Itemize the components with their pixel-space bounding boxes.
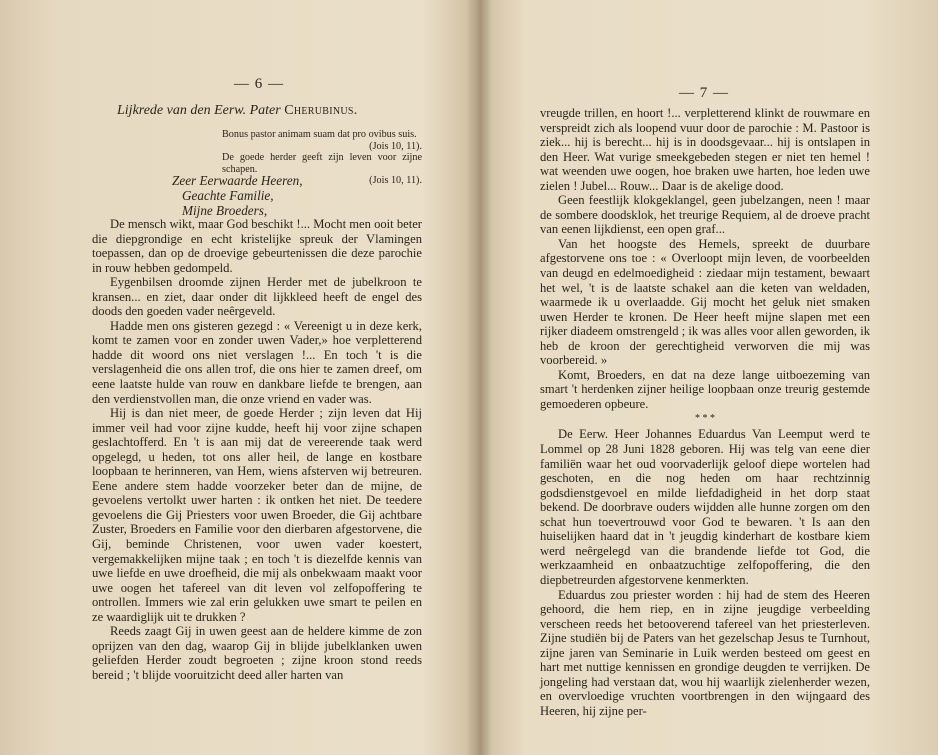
paragraph: Komt, Broeders, en dat na deze lange uitboezeming van smart 't herdenken zijner heilige loopbaan onze treurig gestemde gemoederen opbeure. — [540, 367, 870, 411]
salutation-line: Mijne Broeders, — [182, 202, 268, 218]
paragraph: Hij is dan niet meer, de goede Herder ; zijn leven dat Hij immer veil had voor zijne kudde, heeft hij voor zijne schapen geslachtofferd. En 't is aan mij dat de vereerende taak werd opgelegd, u heden, tot ons aller heil, de lange en kostbare loopbaan te herinneren, van Hem, wiens afsterven wij betreuren. Eene andere stem hadde voorzeker beter dan de mijne, de gevoelens vertolkt uwer harten : ik ontken het niet. De teedere gevoelens die Gij Priesters voor uwen Broeder, die Gij achtbare Zuster, Broeders en Familie voor den dierbaren afgestorvene, die Gij, beminde Christenen, voor uwen vader koestert, vergemakkelijken mijne taak ; en toch 't is diezelfde kennis van uwe liefde en uwe droefheid, die mij als onbekwaam maakt voor uwe oogen het tafereel van dit leven vol zelfopoffering te ontrollen. Immers wie zal erin gelukken uwe smart te peilen en ze waardiglijk uit te drukken ? — [92, 406, 422, 624]
sermon-title-name: Cherubinus. — [284, 103, 358, 118]
paragraph: Geen feestlijk klokgeklangel, geen jubelzangen, neen ! maar de sombere doodsklok, het treurige Requiem, al de droeve pracht van eenen lijkdienst, een open graf... — [540, 193, 870, 237]
motto-dutch-ref: (Jois 10, 11). — [369, 175, 422, 187]
section-separator: * * * — [695, 413, 715, 425]
salutation — [172, 174, 303, 218]
paragraph: Reeds zaagt Gij in uwen geest aan de heldere kimme de zon oprijzen van den dag, waarop Gij in blijde jubelklanken uwen geliefden Herder zoudt begroeten ; zijne kroon stond reeds bereid ; 't blijde vooruitzicht deed aller harten van — [92, 624, 422, 682]
paragraph: vreugde trillen, en hoort !... verpletterend klinkt de rouwmare en verspreidt zich als loopend vuur door de parochie : M. Pastoor is ziek... hij is berecht... hij is in doodsgevaar... hij is ontslapen in den Heer. Wat vurige smeekgebeden stegen er niet ten hemel ! wat weenden uwe oogen, hoe braken uwe harten, hoe leden uwe zielen ! Jubel... Rouw... Daar is de akelige dood. — [540, 106, 870, 193]
page-number-right: — 7 — — [679, 85, 729, 101]
page-number-left: — 6 — — [234, 76, 284, 92]
paragraph: De Eerw. Heer Johannes Eduardus Van Leemput werd te Lommel op 28 Juni 1828 geboren. Hij was telg van eene dier familiën waar het oud voorvaderlijk geloof diepe wortelen had geschoten, en die nog heden om haar rechtzinnig godsdienstgevoel en milde liefdadigheid in het dorp staat bekend. De doorbrave ouders wijdden alle hunne zorgen om den schat hun toevertrouwd voor God te bewaren. 't Is aan den huiselijken haard dat in 't jeugdig kinderhart de kostbare kiem werd neêrgelegd van die brandende liefde tot God, die werkzaamheid en onbaatzuchtige zelfopoffering, die den diepbetreurden afgestorvene kenmerkten. — [540, 427, 870, 587]
sermon-title-prefix: Lijkrede van den Eerw. Pater — [117, 103, 281, 118]
motto-latin: Bonus pastor animam suam dat pro ovibus suis. — [222, 129, 417, 140]
paragraph: Eygenbilsen droomde zijnen Herder met de jubelkroon te kransen... en ziet, daar onder dit lijkkleed heeft de engel des doods den goeden vader neêrgeveld. — [92, 275, 422, 319]
motto-dutch: De goede herder geeft zijn leven voor zijne schapen. — [222, 152, 422, 175]
motto-latin-ref: (Jois 10, 11). — [369, 140, 422, 152]
paragraph: Van het hoogste des Hemels, spreekt de duurbare afgestorvene ons toe : « Overloopt mijn leven, de voorbeelden van deugd en edelmoedigheid : ziedaar mijn testament, bewaart het wel, 't is de laatste schakel aan die keten van weldaden, waarmede ik u overlaadde. Gij mocht het geluk niet smaken uwen Herder te kronen. De Heer heeft mijne slapen met een rijker diadeem omstrengeld ; ik was alles voor allen geworden, ik heb de kroon der gerechtigheid verworven die mij was voorbereid. » — [540, 236, 870, 368]
right-page — [490, 0, 938, 755]
salutation-line: Zeer Eerwaarde Heeren, — [172, 173, 303, 188]
paragraph: De mensch wikt, maar God beschikt !... Mocht men ooit beter die diepgrondige en echt kristelijke spreuk der Vlamingen toepassen, dan op de droevige gebeurtenissen die deze parochie in rouw hebben gedompeld. — [92, 217, 422, 275]
sermon-title — [117, 103, 358, 119]
salutation-line: Geachte Familie, — [182, 187, 274, 203]
right-body-text — [540, 106, 870, 718]
paragraph: Eduardus zou priester worden : hij had de stem des Heeren gehoord, die hem riep, en in zijne jeugdige verbeelding verscheen reeds het betooverend tafereel van het priesterleven. Zijne studiën bij de Paters van het gezelschap Jesus te Turnhout, zijne jaren van Seminarie in Luik werden besteed om geest en hart met nuttige kennissen en grondige deugden te verrijken. De jongeling had verstaan dat, wou hij waarlijk zielenherder wezen, en overvloedige vruchten voortbrengen in den wijngaard des Heeren, hij zijne per- — [540, 587, 870, 718]
paragraph: Hadde men ons gisteren gezegd : « Vereenigt u in deze kerk, komt te zamen voor en zonder uwen Vader,» hoe verpletterend hadde dit woord ons niet verslagen !... En toch 't is die verslagenheid die ons allen trof, die ons hier te zamen dreef, om eene laatste hulde van rouw en dankbare liefde te brengen, aan den verdienstvollen man, die onze vriend en vader was. — [92, 318, 422, 406]
left-body-text — [92, 217, 422, 683]
